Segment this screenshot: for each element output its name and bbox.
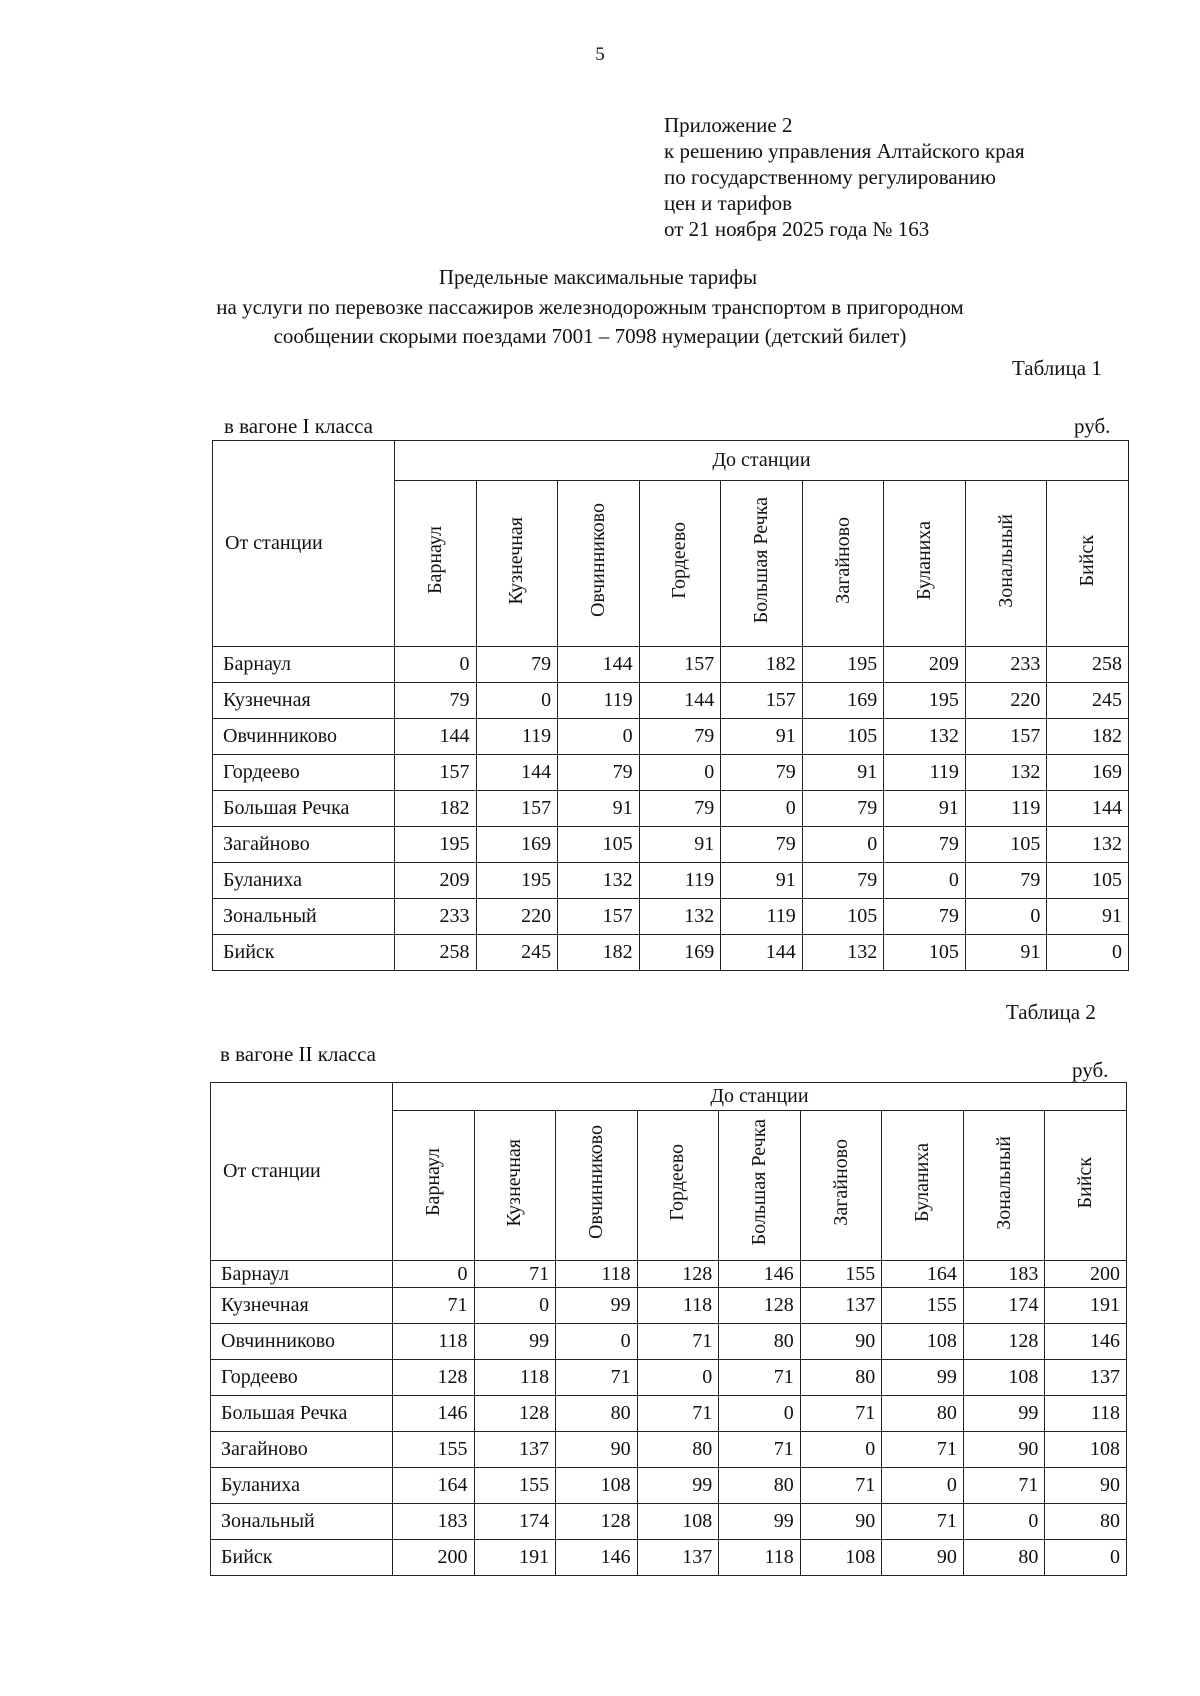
- to-station-name: Кузнечная: [505, 516, 528, 605]
- tariff-cell: 146: [556, 1540, 638, 1576]
- tariff-cell: 119: [476, 719, 558, 755]
- tariff-cell: 157: [721, 683, 803, 719]
- table-row: [213, 863, 1129, 899]
- tariff-cell: 195: [395, 827, 477, 863]
- tariff-cell: 79: [721, 755, 803, 791]
- to-station-column-header: [963, 1111, 1045, 1261]
- table-row: [211, 1360, 1127, 1396]
- to-station-name: Большая Речка: [749, 497, 772, 624]
- table1-caption: в вагоне I класса: [224, 414, 373, 438]
- table-row: [213, 647, 1129, 683]
- tariff-cell: 200: [393, 1540, 475, 1576]
- from-station-name: Буланиха: [213, 863, 395, 899]
- to-station-name: Барнаул: [423, 526, 446, 595]
- from-station-name: Гордеево: [213, 755, 395, 791]
- tariff-cell: 157: [639, 647, 721, 683]
- table-row: [211, 1432, 1127, 1468]
- tariff-cell: 79: [802, 791, 884, 827]
- table-row: [213, 935, 1129, 971]
- tariff-cell: 155: [393, 1432, 475, 1468]
- from-station-name: Барнаул: [213, 647, 395, 683]
- table-row: [211, 1468, 1127, 1504]
- tariff-cell: 108: [556, 1468, 638, 1504]
- tariff-cell: 245: [1047, 683, 1129, 719]
- to-station-name: Буланиха: [911, 1143, 934, 1222]
- to-station-name: Овчинниково: [584, 1125, 607, 1240]
- to-station-name: Бийск: [1076, 534, 1099, 587]
- tariff-cell: 0: [558, 719, 640, 755]
- tariff-cell: 90: [556, 1432, 638, 1468]
- tariff-cell: 146: [719, 1261, 801, 1288]
- tariff-cell: 108: [963, 1360, 1045, 1396]
- tariff-cell: 233: [965, 647, 1047, 683]
- tariff-cell: 119: [721, 899, 803, 935]
- to-station-column-header: [393, 1111, 475, 1261]
- tariff-cell: 71: [637, 1396, 719, 1432]
- tariff-cell: 99: [556, 1288, 638, 1324]
- tariff-cell: 195: [884, 683, 966, 719]
- to-station-name: Гордеево: [666, 1144, 689, 1221]
- tariff-table-class-2: [210, 1082, 1127, 1576]
- from-station-name: Загайново: [213, 827, 395, 863]
- tariff-cell: 132: [558, 863, 640, 899]
- tariff-cell: 144: [476, 755, 558, 791]
- tariff-cell: 91: [721, 863, 803, 899]
- from-station-name: Бийск: [211, 1540, 393, 1576]
- tariff-cell: 90: [800, 1324, 882, 1360]
- tariff-cell: 128: [474, 1396, 556, 1432]
- tariff-cell: 0: [721, 791, 803, 827]
- to-station-name: Зональный: [994, 513, 1017, 608]
- table-row: [213, 899, 1129, 935]
- to-station-column-header: [476, 481, 558, 647]
- tariff-cell: 182: [721, 647, 803, 683]
- tariff-cell: 71: [637, 1324, 719, 1360]
- tariff-table-class-1: [212, 440, 1129, 971]
- to-station-name: Овчинниково: [586, 503, 609, 618]
- from-station-name: Бийск: [213, 935, 395, 971]
- tariff-cell: 80: [882, 1396, 964, 1432]
- tariff-cell: 169: [639, 935, 721, 971]
- to-station-column-header: [1045, 1111, 1127, 1261]
- table-row: [211, 1504, 1127, 1540]
- tariff-cell: 182: [558, 935, 640, 971]
- to-station-column-header: [637, 1111, 719, 1261]
- to-station-column-header: [558, 481, 640, 647]
- subtitle-line: сообщении скорыми поездами 7001 – 7098 нумерации (детский билет): [273, 324, 907, 348]
- tariff-cell: 79: [476, 647, 558, 683]
- to-station-name: Загайново: [831, 517, 854, 604]
- tariff-cell: 105: [1047, 863, 1129, 899]
- tariff-cell: 80: [637, 1432, 719, 1468]
- appendix-line: по государственному регулированию: [664, 165, 996, 189]
- tariff-cell: 71: [719, 1360, 801, 1396]
- table-row: [213, 755, 1129, 791]
- tariff-cell: 155: [800, 1261, 882, 1288]
- tariff-cell: 79: [884, 827, 966, 863]
- tariff-cell: 209: [884, 647, 966, 683]
- tariff-cell: 118: [637, 1288, 719, 1324]
- from-station-name: Овчинниково: [213, 719, 395, 755]
- to-station-column-header: [802, 481, 884, 647]
- tariff-cell: 155: [474, 1468, 556, 1504]
- table2-caption: в вагоне II класса: [220, 1042, 376, 1066]
- tariff-cell: 0: [476, 683, 558, 719]
- document-title: Предельные максимальные тарифы: [438, 265, 758, 289]
- tariff-cell: 79: [884, 899, 966, 935]
- tariff-cell: 195: [476, 863, 558, 899]
- tariff-cell: 71: [800, 1468, 882, 1504]
- tariff-cell: 91: [802, 755, 884, 791]
- tariff-cell: 71: [882, 1432, 964, 1468]
- to-station-name: Барнаул: [421, 1148, 444, 1217]
- to-station-header: До станции: [393, 1083, 1127, 1111]
- tariff-cell: 128: [637, 1261, 719, 1288]
- tariff-cell: 157: [558, 899, 640, 935]
- tariff-cell: 146: [393, 1396, 475, 1432]
- tariff-cell: 157: [395, 755, 477, 791]
- tariff-cell: 0: [963, 1504, 1045, 1540]
- tariff-cell: 0: [884, 863, 966, 899]
- tariff-cell: 119: [558, 683, 640, 719]
- tariff-cell: 137: [474, 1432, 556, 1468]
- tariff-cell: 79: [965, 863, 1047, 899]
- tariff-cell: 191: [1045, 1288, 1127, 1324]
- tariff-cell: 128: [393, 1360, 475, 1396]
- page-number: 5: [595, 44, 605, 65]
- from-station-name: Кузнечная: [211, 1288, 393, 1324]
- tariff-cell: 258: [1047, 647, 1129, 683]
- to-station-name: Загайново: [829, 1139, 852, 1226]
- tariff-cell: 99: [474, 1324, 556, 1360]
- tariff-cell: 79: [721, 827, 803, 863]
- tariff-cell: 119: [639, 863, 721, 899]
- tariff-cell: 174: [474, 1504, 556, 1540]
- from-station-name: Буланиха: [211, 1468, 393, 1504]
- tariff-cell: 91: [884, 791, 966, 827]
- tariff-cell: 79: [639, 791, 721, 827]
- to-station-name: Буланиха: [913, 521, 936, 600]
- tariff-cell: 79: [395, 683, 477, 719]
- tariff-cell: 169: [802, 683, 884, 719]
- table2-label: Таблица 2: [1006, 1000, 1096, 1024]
- tariff-cell: 0: [719, 1396, 801, 1432]
- appendix-line: цен и тарифов: [664, 191, 793, 215]
- tariff-cell: 183: [393, 1504, 475, 1540]
- tariff-cell: 200: [1045, 1261, 1127, 1288]
- tariff-cell: 99: [882, 1360, 964, 1396]
- table-row: [211, 1261, 1127, 1288]
- tariff-cell: 118: [719, 1540, 801, 1576]
- to-station-column-header: [965, 481, 1047, 647]
- tariff-cell: 169: [476, 827, 558, 863]
- table-row: [211, 1324, 1127, 1360]
- tariff-cell: 0: [1047, 935, 1129, 971]
- tariff-cell: 182: [1047, 719, 1129, 755]
- tariff-cell: 71: [963, 1468, 1045, 1504]
- tariff-cell: 128: [963, 1324, 1045, 1360]
- tariff-cell: 105: [965, 827, 1047, 863]
- table-row: [213, 827, 1129, 863]
- tariff-cell: 0: [395, 647, 477, 683]
- tariff-cell: 71: [393, 1288, 475, 1324]
- to-station-column-header: [721, 481, 803, 647]
- from-station-name: Зональный: [211, 1504, 393, 1540]
- appendix-line: к решению управления Алтайского края: [664, 139, 1025, 163]
- tariff-cell: 71: [556, 1360, 638, 1396]
- appendix-line: от 21 ноября 2025 года № 163: [664, 217, 930, 241]
- tariff-cell: 105: [558, 827, 640, 863]
- tariff-cell: 79: [558, 755, 640, 791]
- table-row: [213, 791, 1129, 827]
- tariff-cell: 79: [639, 719, 721, 755]
- from-station-name: Гордеево: [211, 1360, 393, 1396]
- tariff-cell: 132: [802, 935, 884, 971]
- tariff-cell: 80: [1045, 1504, 1127, 1540]
- to-station-header: До станции: [395, 441, 1129, 481]
- from-station-name: Большая Речка: [211, 1396, 393, 1432]
- tariff-cell: 137: [637, 1540, 719, 1576]
- to-station-column-header: [1047, 481, 1129, 647]
- to-station-column-header: [474, 1111, 556, 1261]
- tariff-cell: 91: [639, 827, 721, 863]
- from-station-name: Загайново: [211, 1432, 393, 1468]
- tariff-cell: 118: [1045, 1396, 1127, 1432]
- tariff-cell: 99: [719, 1504, 801, 1540]
- tariff-cell: 132: [965, 755, 1047, 791]
- tariff-cell: 0: [393, 1261, 475, 1288]
- table-row: [213, 719, 1129, 755]
- table-row: [213, 683, 1129, 719]
- to-station-name: Зональный: [992, 1135, 1015, 1230]
- tariff-cell: 105: [802, 899, 884, 935]
- tariff-cell: 119: [884, 755, 966, 791]
- tariff-cell: 209: [395, 863, 477, 899]
- tariff-cell: 137: [1045, 1360, 1127, 1396]
- from-station-name: Зональный: [213, 899, 395, 935]
- to-station-column-header: [800, 1111, 882, 1261]
- subtitle-line: на услуги по перевозке пассажиров железнодорожным транспортом в пригородном: [216, 295, 964, 319]
- tariff-cell: 0: [1045, 1540, 1127, 1576]
- appendix-block: [664, 112, 1025, 242]
- tariff-cell: 108: [637, 1504, 719, 1540]
- to-station-column-header: [884, 481, 966, 647]
- to-station-column-header: [882, 1111, 964, 1261]
- tariff-cell: 137: [800, 1288, 882, 1324]
- tariff-cell: 258: [395, 935, 477, 971]
- tariff-cell: 144: [1047, 791, 1129, 827]
- tariff-cell: 90: [963, 1432, 1045, 1468]
- table-row: [211, 1288, 1127, 1324]
- tariff-cell: 119: [965, 791, 1047, 827]
- document-subtitle: [150, 293, 1030, 351]
- tariff-cell: 0: [882, 1468, 964, 1504]
- appendix-line: Приложение 2: [664, 113, 793, 137]
- table1-label: Таблица 1: [1012, 356, 1102, 380]
- tariff-cell: 118: [474, 1360, 556, 1396]
- table-row: [211, 1396, 1127, 1432]
- tariff-cell: 0: [802, 827, 884, 863]
- tariff-cell: 155: [882, 1288, 964, 1324]
- tariff-cell: 0: [800, 1432, 882, 1468]
- tariff-cell: 90: [1045, 1468, 1127, 1504]
- tariff-cell: 220: [965, 683, 1047, 719]
- tariff-cell: 90: [882, 1540, 964, 1576]
- tariff-cell: 91: [721, 719, 803, 755]
- tariff-cell: 79: [802, 863, 884, 899]
- table-row: [211, 1540, 1127, 1576]
- tariff-cell: 0: [637, 1360, 719, 1396]
- to-station-column-header: [719, 1111, 801, 1261]
- table2-currency: руб.: [1072, 1058, 1109, 1082]
- tariff-cell: 90: [800, 1504, 882, 1540]
- tariff-cell: 128: [556, 1504, 638, 1540]
- tariff-cell: 71: [882, 1504, 964, 1540]
- tariff-cell: 80: [800, 1360, 882, 1396]
- tariff-cell: 144: [395, 719, 477, 755]
- tariff-cell: 99: [637, 1468, 719, 1504]
- table1-currency: руб.: [1074, 414, 1111, 438]
- tariff-cell: 80: [556, 1396, 638, 1432]
- tariff-cell: 183: [963, 1261, 1045, 1288]
- tariff-cell: 80: [963, 1540, 1045, 1576]
- tariff-cell: 105: [884, 935, 966, 971]
- tariff-cell: 157: [965, 719, 1047, 755]
- tariff-cell: 80: [719, 1324, 801, 1360]
- to-station-name: Большая Речка: [747, 1119, 770, 1246]
- from-station-name: Большая Речка: [213, 791, 395, 827]
- tariff-cell: 91: [558, 791, 640, 827]
- tariff-cell: 191: [474, 1540, 556, 1576]
- to-station-name: Бийск: [1074, 1156, 1097, 1209]
- tariff-cell: 80: [719, 1468, 801, 1504]
- tariff-cell: 0: [965, 899, 1047, 935]
- tariff-cell: 245: [476, 935, 558, 971]
- to-station-column-header: [395, 481, 477, 647]
- tariff-cell: 118: [393, 1324, 475, 1360]
- tariff-cell: 164: [393, 1468, 475, 1504]
- tariff-cell: 164: [882, 1261, 964, 1288]
- tariff-cell: 105: [802, 719, 884, 755]
- tariff-cell: 99: [963, 1396, 1045, 1432]
- tariff-cell: 169: [1047, 755, 1129, 791]
- from-station-header: От станции: [213, 441, 395, 647]
- tariff-cell: 146: [1045, 1324, 1127, 1360]
- tariff-cell: 91: [965, 935, 1047, 971]
- tariff-cell: 71: [474, 1261, 556, 1288]
- tariff-cell: 118: [556, 1261, 638, 1288]
- tariff-cell: 220: [476, 899, 558, 935]
- tariff-cell: 91: [1047, 899, 1129, 935]
- tariff-cell: 128: [719, 1288, 801, 1324]
- tariff-cell: 233: [395, 899, 477, 935]
- tariff-cell: 108: [800, 1540, 882, 1576]
- tariff-cell: 174: [963, 1288, 1045, 1324]
- tariff-cell: 195: [802, 647, 884, 683]
- to-station-name: Кузнечная: [503, 1138, 526, 1227]
- tariff-cell: 132: [1047, 827, 1129, 863]
- from-station-header: От станции: [211, 1083, 393, 1261]
- tariff-cell: 0: [474, 1288, 556, 1324]
- from-station-name: Овчинниково: [211, 1324, 393, 1360]
- tariff-cell: 144: [558, 647, 640, 683]
- tariff-cell: 71: [719, 1432, 801, 1468]
- tariff-cell: 144: [639, 683, 721, 719]
- tariff-cell: 144: [721, 935, 803, 971]
- tariff-cell: 108: [882, 1324, 964, 1360]
- tariff-cell: 157: [476, 791, 558, 827]
- from-station-name: Барнаул: [211, 1261, 393, 1288]
- tariff-cell: 71: [800, 1396, 882, 1432]
- tariff-cell: 0: [639, 755, 721, 791]
- to-station-name: Гордеево: [668, 522, 691, 599]
- tariff-cell: 132: [884, 719, 966, 755]
- to-station-column-header: [556, 1111, 638, 1261]
- tariff-cell: 182: [395, 791, 477, 827]
- tariff-cell: 132: [639, 899, 721, 935]
- to-station-column-header: [639, 481, 721, 647]
- from-station-name: Кузнечная: [213, 683, 395, 719]
- tariff-cell: 0: [556, 1324, 638, 1360]
- tariff-cell: 108: [1045, 1432, 1127, 1468]
